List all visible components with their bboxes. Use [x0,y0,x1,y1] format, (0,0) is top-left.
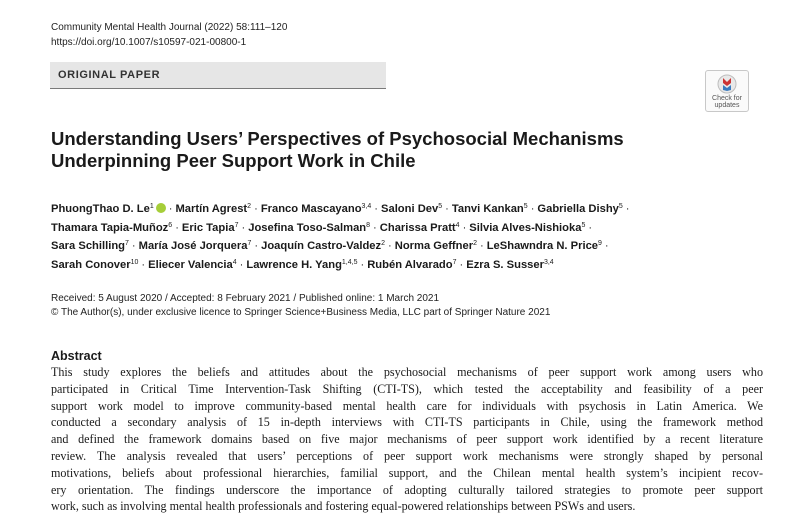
author-separator: · [530,203,535,215]
author-separator: · [241,221,246,234]
author-separator: · [588,221,593,234]
abstract-line: ery orientation. The findings underscore the importance of adopting culturally tailored strategies to promote peer support [51,482,763,497]
author-affiliation: 5 [523,203,528,210]
orcid-icon[interactable] [156,203,166,213]
check-for-updates-button[interactable] [705,70,749,112]
check-updates-line2: updates [714,102,740,109]
abstract-line: work, such as involving mental health professionals and fostering equal-powered relationships between PSWs and users. [51,499,636,514]
author-name[interactable]: Thamara Tapia-Muñoz [51,221,169,234]
author-name[interactable]: Charissa Pratt [379,221,456,234]
article-title [51,128,691,172]
author-affiliation: 2 [247,203,252,210]
article-type-label: ORIGINAL PAPER [58,69,161,81]
author-separator: · [141,258,146,271]
author-name[interactable]: Rubén Alvarado [367,258,453,271]
crossmark-icon [717,74,737,94]
author-affiliation: 3,4 [543,258,554,266]
author-list [51,199,751,273]
author-name[interactable]: Silvia Alves-Nishioka [469,221,582,234]
author-separator: · [479,240,484,252]
author-separator: · [445,203,449,215]
abstract-line: and defined the framework domains based on five major mechanisms of peer support work identified by a recent literature [51,432,763,447]
abstract-line: participated in Critical Time Intervention-Task Shifting (CTI-TS), which tested the acceptability and feasibility of a peer [51,381,763,396]
check-updates-line1: Check for [712,95,742,102]
author-separator: · [254,240,259,252]
article-type-banner [50,62,386,89]
author-name[interactable]: Franco Mascayano [260,203,362,215]
author-separator: · [625,203,630,215]
author-name[interactable]: Sara Schilling [51,240,125,252]
author-affiliation: 4 [455,221,460,229]
author-affiliation: 3,4 [361,203,372,210]
author-name[interactable]: Martín Agrest [175,203,248,215]
author-name[interactable]: PhuongThao D. Le [51,203,150,215]
author-affiliation: 6 [168,221,173,229]
author-name[interactable]: María José Jorquera [138,240,248,252]
author-affiliation: 2 [381,240,385,247]
author-name[interactable]: Sarah Conover [51,258,131,271]
author-name[interactable]: Eliecer Valencia [148,258,233,271]
abstract-line: This study explores the beliefs and attitudes about the psychosocial mechanisms of peer support work among users who [51,365,763,379]
author-affiliation: 1,4,5 [341,258,358,266]
journal-citation: Community Mental Health Journal (2022) 58:111–120 [51,22,288,33]
copyright-notice: © The Author(s), under exclusive licence to Springer Science+Business Media, LLC part of Springer Nature 2021 [51,307,551,318]
author-affiliation: 5 [581,221,586,229]
abstract-line: motivations, beliefs about professional hierarchies, familial support, and the Chilean mental health system’s incipient recov- [51,465,763,480]
author-name[interactable]: Ezra S. Susser [466,258,544,271]
abstract-body [51,364,763,515]
author-line [51,236,751,255]
author-separator: · [168,203,173,215]
author-affiliation: 7 [247,240,252,247]
author-name[interactable]: Saloni Dev [381,203,439,215]
author-separator: · [374,203,379,215]
author-affiliation: 10 [130,258,139,266]
author-affiliation: 5 [618,203,623,210]
author-affiliation: 1 [149,203,154,210]
author-separator: · [131,240,136,252]
abstract-line: support work model to improve community-based mental health care for individuals with psychosis in Latin America. We [51,398,763,413]
title-line-1: Understanding Users’ Perspectives of Psychosocial Mechanisms [51,128,624,149]
author-affiliation: 7 [452,258,457,266]
author-name[interactable]: Joaquín Castro-Valdez [261,240,382,252]
author-line [51,199,751,218]
author-separator: · [254,203,258,215]
title-line-2: Underpinning Peer Support Work in Chile [51,150,416,171]
author-line [51,218,751,237]
author-affiliation: 2 [473,240,477,247]
author-separator: · [239,258,244,271]
abstract-line: conducted a secondary analysis of 15 in-depth interviews with CTI-TS participants in Chile, using the framework method [51,415,763,430]
author-separator: · [360,258,365,271]
author-separator: · [462,221,467,234]
author-name[interactable]: Norma Geffner [394,240,474,252]
author-affiliation: 8 [366,221,371,229]
author-name[interactable]: Josefina Toso-Salman [248,221,367,234]
abstract-line: review. The analysis revealed that users’ perceptions of peer support work mechanisms were strongly shaped by personal [51,448,763,463]
doi-link[interactable]: https://doi.org/10.1007/s10597-021-00800-1 [51,37,247,48]
author-separator: · [175,221,179,234]
author-separator: · [388,240,392,252]
received-accepted-published: Received: 5 August 2020 / Accepted: 8 February 2021 / Published online: 1 March 2021 [51,293,440,304]
author-name[interactable]: Lawrence H. Yang [246,258,342,271]
author-separator: · [373,221,377,234]
author-affiliation: 7 [234,221,239,229]
author-affiliation: 5 [438,203,443,210]
author-name[interactable]: Tanvi Kankan [451,203,524,215]
abstract-heading: Abstract [51,349,102,363]
journal-header [51,20,287,50]
author-name[interactable]: LeShawndra N. Price [486,240,599,252]
author-name[interactable]: Gabriella Dishy [537,203,619,215]
author-name[interactable]: Eric Tapia [181,221,235,234]
author-separator: · [459,258,464,271]
author-affiliation: 4 [232,258,237,266]
author-affiliation: 7 [125,240,129,247]
author-line [51,255,751,274]
publication-dates [51,292,550,320]
author-separator: · [604,240,609,252]
author-affiliation: 9 [598,240,602,247]
